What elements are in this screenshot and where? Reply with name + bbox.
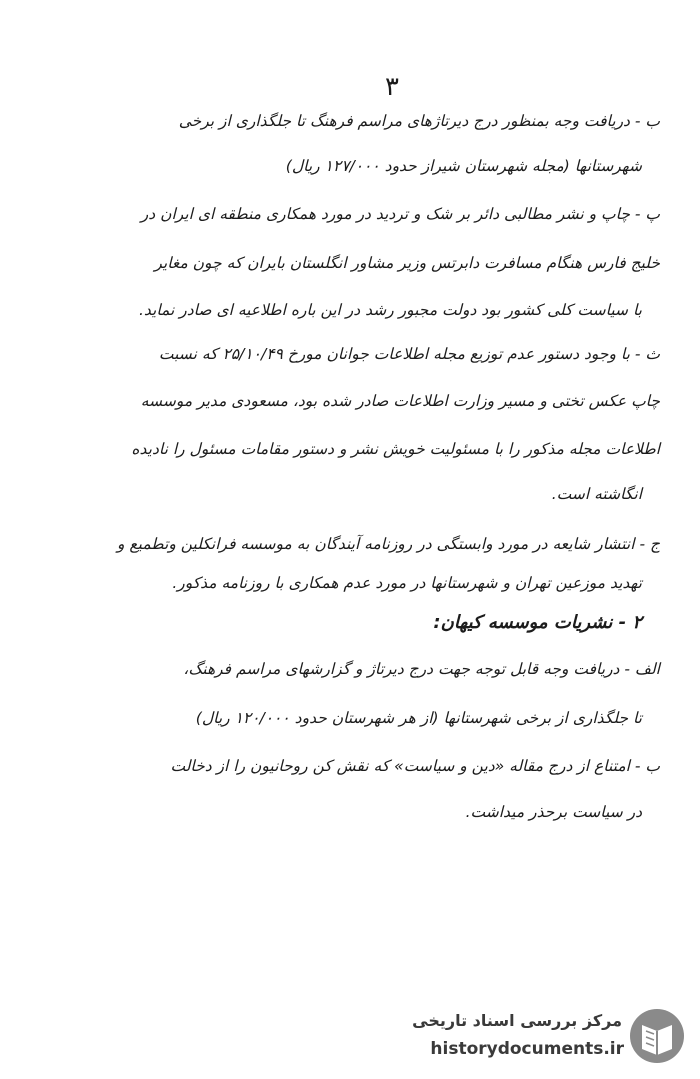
text-line: تا جلگذاری از برخی شهرستانها (از هر شهرستان حدود ۱۲۰/۰۰۰ ریال): [195, 709, 642, 727]
watermark: [406, 1003, 686, 1069]
text-line: با سیاست کلی کشور بود دولت مجبور رشد در این باره اطلاعیه ای صادر نماید.: [138, 301, 642, 319]
text-line: اطلاعات مجله مذکور را با مسئولیت خویش نشر و دستور مقامات مسئول را نادیده: [131, 440, 660, 458]
watermark-url: historydocuments.ir: [430, 1039, 624, 1059]
book-logo-icon: [628, 1007, 686, 1065]
text-line: در سیاست برحذر میداشت.: [465, 803, 642, 821]
section-heading: ۲ - نشریات موسسه کیهان:: [433, 612, 642, 633]
text-line: ب - امتناع از درج مقاله «دین و سیاست» که نقش کن روحانیون را از دخالت: [170, 757, 660, 775]
text-line: شهرستانها (مجله شهرستان شیراز حدود ۱۲۷/۰۰۰ ریال): [285, 157, 642, 175]
text-line: ب - دریافت وجه بمنظور درج دیرتاژهای مراسم فرهنگ تا جلگذاری از برخی: [178, 112, 660, 130]
text-line: ث - با وجود دستور عدم توزیع مجله اطلاعات جوانان مورخ ۲۵/۱۰/۴۹ که نسبت: [158, 345, 660, 363]
text-line: پ - چاپ و نشر مطالبی دائر بر شک و تردید در مورد همکاری منطقه ای ایران در: [140, 205, 660, 223]
text-line: تهدید موزعین تهران و شهرستانها در مورد عدم همکاری با روزنامه مذکور.: [172, 574, 642, 592]
page-number: ۳: [385, 72, 399, 102]
text-line: خلیج فارس هنگام مسافرت دابرتس وزیر مشاور انگلستان بایران که چون مغایر: [154, 254, 660, 272]
text-line: چاپ عکس تختی و مسیر وزارت اطلاعات صادر شده بود، مسعودی مدیر موسسه: [140, 392, 660, 410]
text-line: الف - دریافت وجه قابل توجه جهت درج دیرتاژ و گزارشهای مراسم فرهنگ،: [183, 660, 660, 678]
text-line: انگاشته است.: [551, 485, 642, 503]
text-line: ج - انتشار شایعه در مورد وابستگی در روزنامه آیندگان به موسسه فرانکلین وتطمیع و: [117, 535, 660, 553]
watermark-title: مرکز بررسی اسناد تاریخی: [412, 1011, 622, 1030]
